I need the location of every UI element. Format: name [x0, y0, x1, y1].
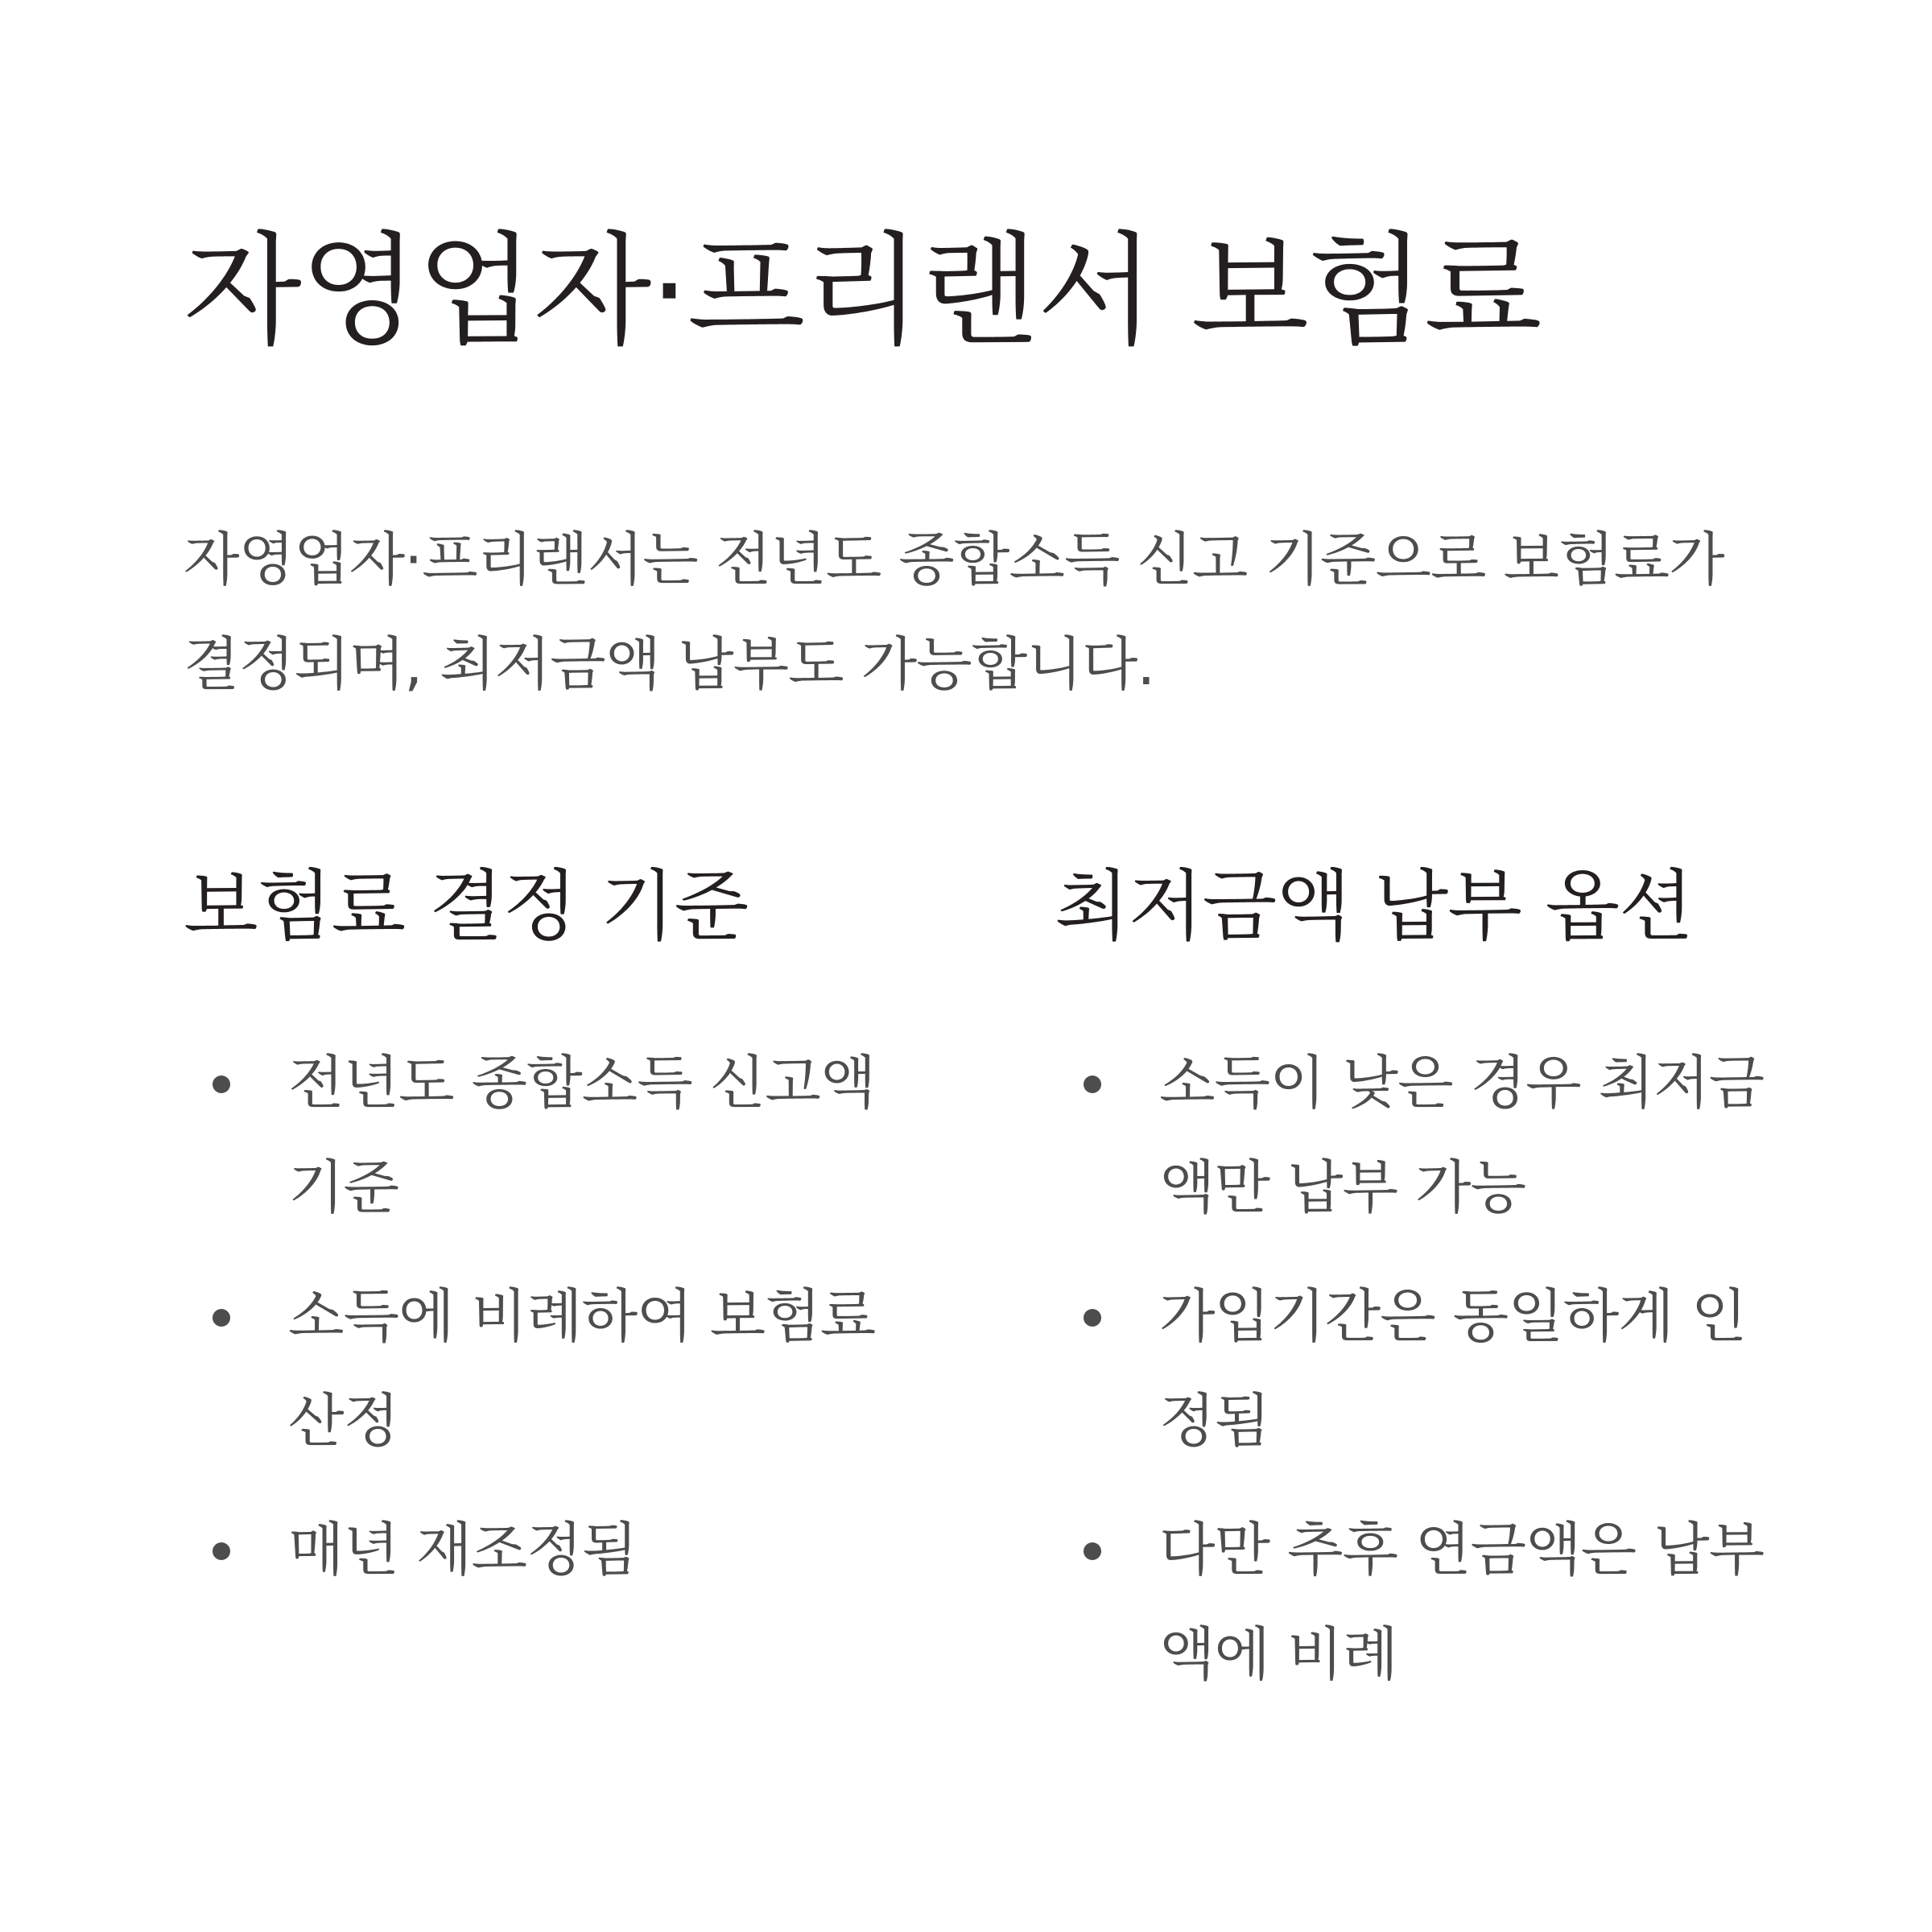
- list-item: [184, 1264, 908, 1473]
- list-item-text: 소득에 비례하여 보험료 산정: [288, 1282, 876, 1455]
- list-item: [184, 1030, 908, 1240]
- list-item-text: 매년 재조정됨: [288, 1516, 638, 1583]
- minimum-payment-heading: 최저금액 납부 옵션: [1055, 861, 1693, 952]
- bullet-icon: [1084, 1075, 1101, 1093]
- minimum-payment-list: [1055, 1030, 1779, 1731]
- premium-criteria-heading: 보험료 결정 기준: [184, 861, 749, 952]
- bullet-icon: [213, 1309, 230, 1327]
- list-item-text: 다만 추후 연금액은 납부액에 비례: [1159, 1516, 1765, 1688]
- list-item: [1055, 1264, 1779, 1473]
- intro-paragraph: 자영업자·프리랜서는 전년도 종합소득 신고 기준으로 보험료가 결정되며, 최저금액 납부도 가능합니다.: [184, 526, 1724, 698]
- list-item: [1055, 1030, 1779, 1240]
- list-item: [184, 1497, 908, 1602]
- minimum-payment-section: [1055, 861, 1779, 1688]
- list-item-text: 가입기간은 동일하게 인정됨: [1159, 1282, 1747, 1455]
- bullet-icon: [213, 1075, 230, 1093]
- page-title: 자영업자·프리랜서 보험료: [184, 220, 1541, 362]
- premium-criteria-section: [184, 861, 908, 1583]
- premium-criteria-list: [184, 1030, 908, 1626]
- bullet-icon: [213, 1542, 230, 1560]
- bullet-icon: [1084, 1309, 1101, 1327]
- list-item-text: 소득이 낮은 경우 최저금액만 납부 가능: [1159, 1049, 1765, 1221]
- list-item-text: 전년도 종합소득 신고액 기준: [288, 1049, 876, 1221]
- bullet-icon: [1084, 1542, 1101, 1560]
- list-item: [1055, 1497, 1779, 1707]
